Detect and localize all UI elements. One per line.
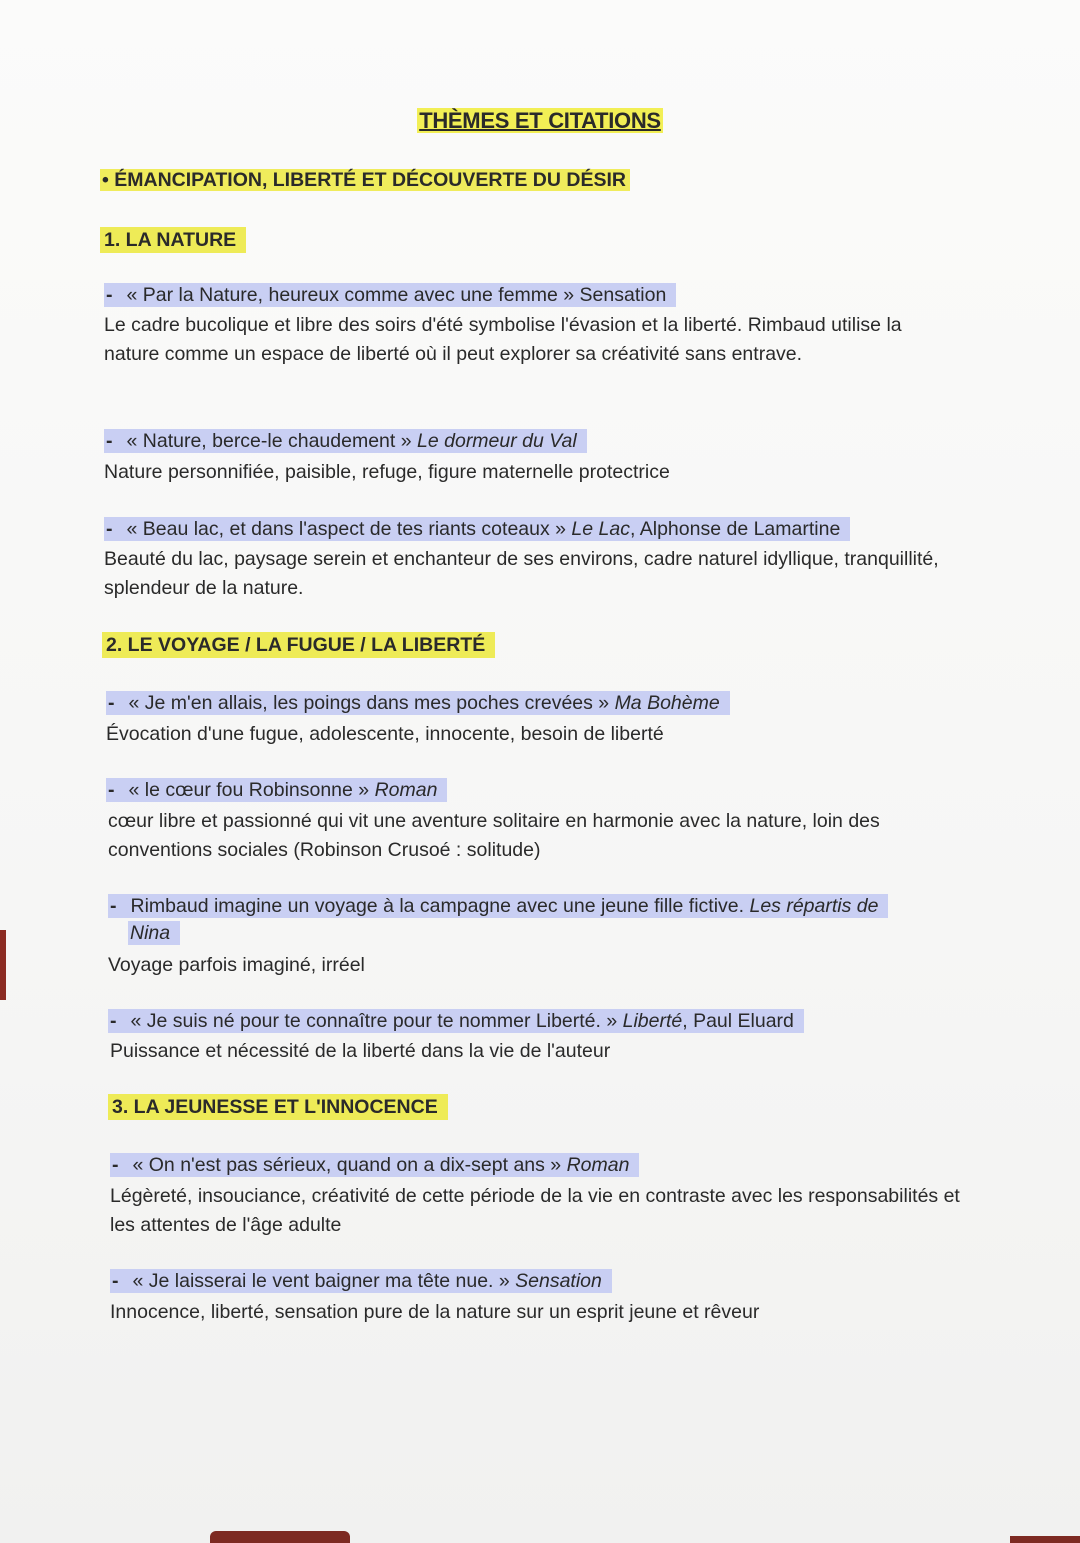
section-heading-jeunesse: 3. LA JEUNESSE ET L'INNOCENCE (108, 1096, 448, 1119)
quote-item: - « le cœur fou Robinsonne » Roman (106, 779, 447, 802)
section-heading-nature: 1. LA NATURE (100, 229, 246, 252)
quote-description: Légèreté, insouciance, créativité de cette période de la vie en contraste avec les responsabilités et les attentes de l'âge adulte (110, 1185, 960, 1236)
quote-item: - Rimbaud imagine un voyage à la campagne avec une jeune fille fictive. Les répartis de (108, 895, 888, 918)
quote-item: - « On n'est pas sérieux, quand on a dix-sept ans » Roman (110, 1154, 639, 1177)
quote-description: Puissance et nécessité de la liberté dans la vie de l'auteur (110, 1040, 611, 1062)
bullet-icon: • (102, 169, 109, 191)
quote-item: - « Beau lac, et dans l'aspect de tes riants coteaux » Le Lac, Alphonse de Lamartine (104, 518, 850, 541)
quote-item: - « Je suis né pour te connaître pour te nommer Liberté. » Liberté, Paul Eluard (108, 1010, 804, 1033)
section-heading-voyage: 2. LE VOYAGE / LA FUGUE / LA LIBERTÉ (102, 634, 495, 657)
quote-item: - « Je m'en allais, les poings dans mes poches crevées » Ma Bohème (106, 692, 730, 715)
binder-edge-mark-bottom (210, 1531, 350, 1543)
quote-description: Le cadre bucolique et libre des soirs d'été symbolise l'évasion et la liberté. Rimbaud utilise la nature comme un espace de liberté où il peut explorer sa créativité sans entrave. (104, 314, 902, 365)
quote-description: cœur libre et passionné qui vit une aventure solitaire en harmonie avec la nature, loin des conventions sociales (Robinson Crusoé : solitude) (108, 810, 880, 861)
binder-edge-mark-bottom-right (1010, 1536, 1080, 1543)
quote-item: - « Nature, berce-le chaudement » Le dormeur du Val (104, 430, 587, 453)
quote-description: Innocence, liberté, sensation pure de la nature sur un esprit jeune et rêveur (110, 1301, 760, 1323)
binder-edge-mark (0, 930, 6, 1000)
quote-description: Nature personnifiée, paisible, refuge, figure maternelle protectrice (104, 461, 670, 483)
quote-description: Beauté du lac, paysage serein et enchanteur de ses environs, cadre naturel idyllique, tranquillité, splendeur de la nature. (104, 548, 939, 599)
quote-item: - « Je laisserai le vent baigner ma tête nue. » Sensation (110, 1270, 612, 1293)
main-heading (100, 169, 630, 192)
quote-description: Évocation d'une fugue, adolescente, innocente, besoin de liberté (106, 723, 664, 745)
quote-item: - « Par la Nature, heureux comme avec une femme » Sensation (104, 284, 676, 307)
page-title: THÈMES ET CITATIONS (419, 108, 661, 133)
main-heading-text: ÉMANCIPATION, LIBERTÉ ET DÉCOUVERTE DU DÉSIR (114, 169, 626, 191)
quote-item-continuation: Nina (128, 922, 180, 945)
quote-description: Voyage parfois imaginé, irréel (108, 954, 365, 976)
